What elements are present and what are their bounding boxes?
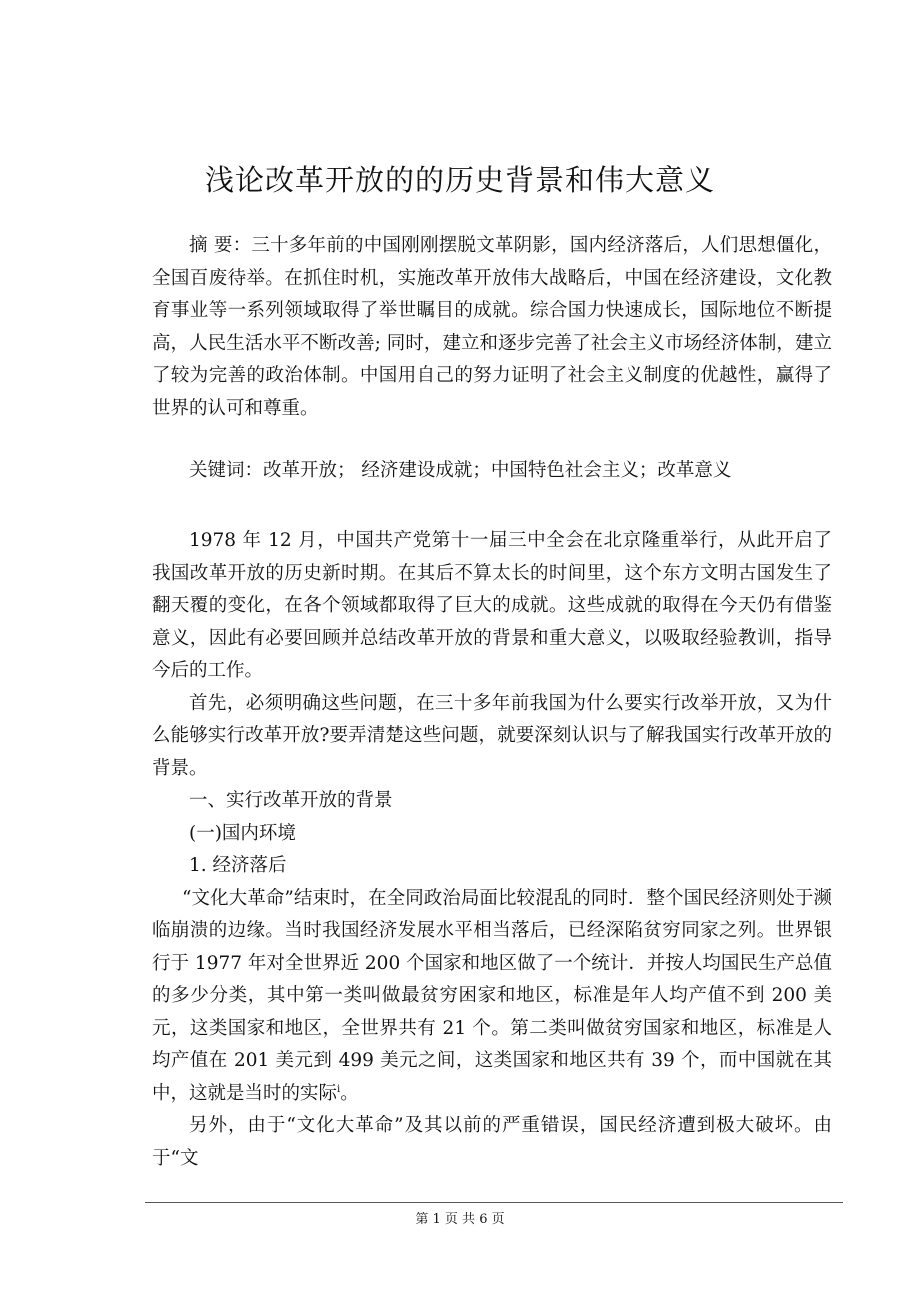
section-heading: 一、实行改革开放的背景: [189, 790, 393, 811]
economy-text: “文化大革命”结束时，在全同政治局面比较混乱的同时．整个国民经济则处于濒临崩溃的边缘。当时我国经济发展水平相当落后，已经深陷贫穷同家之列。世界银行于 1977 年对全世界近 200 个国家和地区做了一个统计．并按人均国民生产总值的多少分类，其中第一类叫做最贫穷困家和地区，标准是年人均产值不到 200 美元，这类国家和地区，全世界共有 21 个。第二类叫做贫穷国家和地区，标准是人均产值在 201 美元到 499 美元之间，这类国家和地区共有 39 个，而中国就在其中，这就是当时的实际: [152, 887, 832, 1104]
subsection-heading: (一)国内环境: [189, 822, 296, 844]
abstract-block: [152, 230, 832, 425]
keywords-block: [152, 455, 832, 488]
abstract-paragraph: 摘 要：三十多年前的中国刚刚摆脱文革阴影，国内经济落后，人们思想僵化，全国百废待举。在抓住时机，实施改革开放伟大战略后，中国在经济建设，文化教育事业等一系列领域取得了举世瞩目的成就。综合国力快速成长，国际地位不断提高，人民生活水平不断改善; 同时，建立和逐步完善了社会主义市场经济体制，建立了较为完善的政治体制。中国用自己的努力证明了社会主义制度的优越性，赢得了世界的认可和尊重。: [152, 235, 832, 419]
document-title: 浅论改革开放的的历史背景和伟大意义: [204, 163, 715, 197]
keywords-line: 关键词：改革开放； 经济建设成就；中国特色社会主义；改革意义: [189, 460, 732, 481]
main-body: [152, 525, 832, 1175]
question-paragraph: 首先，必须明确这些问题，在三十多年前我国为什么要实行改举开放，又为什么能够实行改革开放?要弄清楚这些问题，就要深刻认识与了解我国实行改革开放的背景。: [152, 692, 832, 779]
footnote-marker[interactable]: i: [337, 1083, 341, 1095]
subsubsection-heading: 1. 经济落后: [189, 855, 287, 876]
damage-paragraph: 另外，由于“文化大革命”及其以前的严重错误，国民经济遭到极大破坏。由于“文: [152, 1115, 832, 1169]
economy-paragraph: [152, 883, 832, 1111]
intro-paragraph: 1978 年 12 月，中国共产党第十一届三中全会在北京隆重举行，从此开启了我国改革开放的历史新时期。在其后不算太长的时间里，这个东方文明古国发生了翻天覆的变化，在各个领域都取得了巨大的成就。这些成就的取得在今天仍有借鉴意义，因此有必要回顾并总结改革开放的背景和重大意义，以吸取经验教训，指导今后的工作。: [152, 530, 832, 681]
footer-divider: [145, 1202, 843, 1203]
economy-text-end: 。: [340, 1082, 359, 1104]
page-footer: 第 1 页 共 6 页: [415, 1212, 505, 1227]
